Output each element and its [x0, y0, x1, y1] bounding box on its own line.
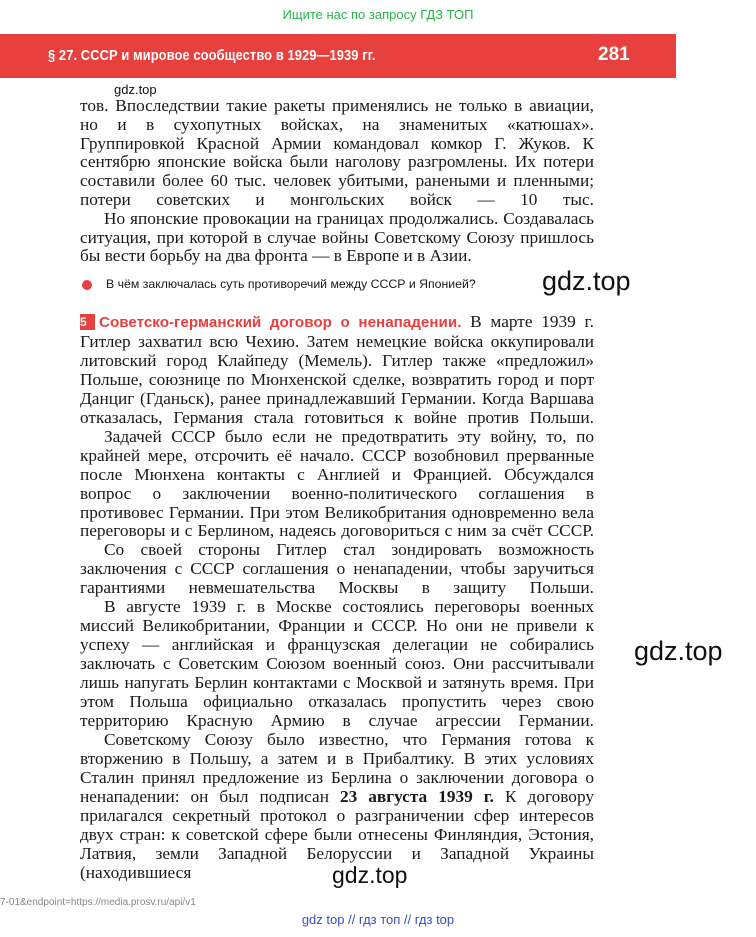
page-number: 281 — [598, 44, 630, 65]
section-paragraph-4: В августе 1939 г. в Москве состоялись переговоры военных миссий Великобритании, Франции и СССР. Но они не привели к успеху — английская и французская делегации не собирались заключать с Советским Союзом военный союз. Они рассчитывали лишь напугать Берлин контактами с Москвой и затянуть время. При этом Польша официально отказалась пропустить через свою территорию Красную Армию в случае агрессии Германии. — [80, 597, 594, 731]
watermark-large-1: gdz.top — [542, 266, 631, 296]
intro-text — [80, 97, 594, 266]
section-first-paragraph — [80, 313, 594, 428]
top-banner: Ищите нас по запросу ГДЗ ТОП — [282, 7, 474, 22]
watermark-small: gdz.top — [114, 82, 157, 97]
section-paragraph-2: Задачей СССР было если не предотвратить эту войну, то, по крайней мере, отсрочить её начало. СССР возобновил прерванные после Мюнхена контакты с Англией и Францией. Обсуждался вопрос о заключении военно-политического соглашения в противовес Германии. При этом Великобритания одновременно вела переговоры и с Берлином, надеясь договориться с ним за счёт СССР. — [80, 426, 594, 541]
section-number-badge: 5 — [80, 314, 95, 330]
section-first-paragraph-text: В марте 1939 г. Гитлер захватил всю Чехию. Затем немецкие войска оккупировали литовский город Клайпеду (Мемель). Гитлер также «предложил» Польше, союзнице по Мюнхенской сделке, возвратить город и порт Данциг (Гданьск), ранее принадлежавший Германии. Когда Варшава отказалась, Германия стала готовиться к войне против Польши. — [80, 312, 594, 427]
section-title: Советско-германский договор о ненападении. — [99, 314, 462, 331]
intro-paragraph-1: тов. Впоследствии такие ракеты применялись не только в авиации, но и в сухопутных войсках, на знаменитых «катюшах». Группировкой Красной Армии командовал комкор Г. Жуков. К сентябрю японские войска были наголову разгромлены. Их потери составили более 60 тыс. человек убитыми, ранеными и пленными; потери советских и монгольских войск — 10 тыс. — [80, 96, 594, 209]
section-5 — [80, 313, 594, 883]
section-paragraph-5 — [80, 731, 594, 883]
paragraph-5-part-1: Советскому Союзу было известно, что Германия готова к вторжению в Польшу, а затем и в Прибалтику. В этих условиях Сталин принял предложение из Берлина о заключении договора о ненападении: он был подписан — [80, 729, 594, 806]
treaty-date: 23 августа 1939 г. — [339, 786, 494, 806]
header-title: § 27. СССР и мировое сообщество в 1929—1939 гг. — [48, 47, 376, 64]
page-header — [0, 34, 676, 78]
question-bullet-icon — [82, 280, 92, 290]
footer-watermark: gdz top // гдз топ // гдз top — [301, 912, 455, 927]
review-question: В чём заключалась суть противоречий между СССР и Японией? — [106, 277, 476, 291]
watermark-large-3: gdz.top — [332, 862, 408, 888]
paragraph-5-part-2: К договору прилагался секретный протокол о разграничении сфер интересов двух стран: к советской сфере были отнесены Финляндия, Эстония, Латвия, земли Западной Белоруссии и Западной Украины (находившиеся — [80, 786, 595, 882]
url-fragment: 7-01&endpoint=https://media.prosv.ru/api/v1 — [0, 897, 196, 908]
section-paragraph-3: Со своей стороны Гитлер стал зондировать возможность заключения с СССР соглашения о ненападении, чтобы заручиться гарантиями невмешательства Москвы в защиту Польши. — [80, 540, 594, 598]
watermark-large-2: gdz.top — [634, 636, 723, 666]
intro-paragraph-2: Но японские провокации на границах продолжались. Создавалась ситуация, при которой в случае войны Советскому Союзу пришлось бы вести борьбу на два фронта — в Европе и в Азии. — [80, 208, 594, 266]
